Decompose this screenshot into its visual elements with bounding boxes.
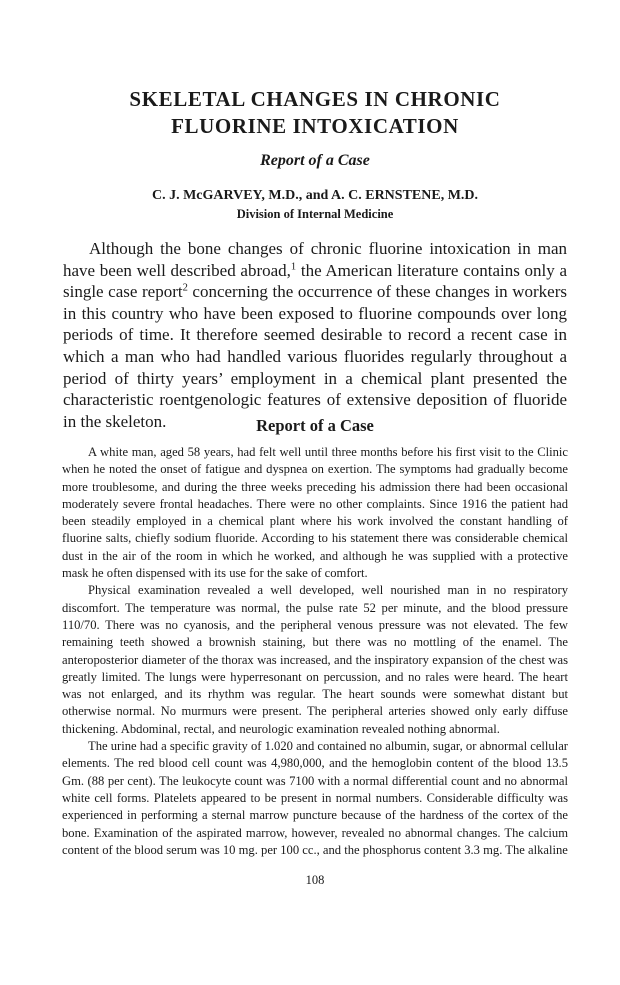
reference-1: 1 [290,260,297,272]
page-number: 108 [305,873,325,887]
reference-2: 2 [182,282,188,294]
author-line: C. J. McGARVEY, M.D., and A. C. ERNSTENE, M.D. [151,188,479,203]
intro-paragraph [63,238,567,432]
body-paragraph-laboratory: The urine had a specific gravity of 1.020 and contained no albumin, sugar, or abnormal cellular elements. The red blood cell count was 4,980,000, and the hemoglobin content of the blood 13.5 Gm. (88 per cent). The leukocyte count was 7100 with a normal differential count and no abnormal white cell forms. Platelets appeared to be present in normal numbers. Considerable difficulty was experienced in performing a sternal marrow puncture because of the hardness of the cortex of the bone. Examination of the aspirated marrow, however, revealed no abnormal changes. The calcium content of the blood serum was 10 mg. per 100 cc., and the phosphorus content 3.3 mg. The alkaline [62,739,568,857]
intro-text-2: the American literature contains only a single case report [63,260,568,302]
body-paragraph-history: A white man, aged 58 years, had felt well until three months before his first visit to the Clinic when he noted the onset of fatigue and dyspnea on exertion. The symptoms had gradually become more troublesome, and during the three weeks preceding his admission there had been occasional moderately severe frontal headaches. There were no other complaints. Since 1916 the patient had been steadily employed in a chemical plant where his work involved the constant handling of fluorine salts, chiefly sodium fluoride. According to his statement there was considerable chemical dust in the air of the room in which he worked, and although he was supplied with a protective mask he often dispensed with its use for the sake of comfort. [62,445,568,581]
intro-text-1: Although the bone changes of chronic fluorine intoxication in man have been well described abroad, [63,239,567,280]
article-subtitle: Report of a Case [260,152,370,169]
affiliation: Division of Internal Medicine [236,207,394,221]
section-body [62,444,568,859]
title-line-2: FLUORINE INTOXICATION [171,114,459,138]
body-paragraph-examination: Physical examination revealed a well developed, well nourished man in no respiratory discomfort. The temperature was normal, the pulse rate 52 per minute, and the blood pressure 110/70. There was no cyanosis, and the peripheral venous pressure was not elevated. The few remaining teeth showed a brownish staining, but there was no mottling of the enamel. The anteroposterior diameter of the thorax was increased, and the inspiratory expansion of the chest was greatly limited. The lungs were hyperresonant on percussion, and no rales were heard. The heart was not enlarged, and its rhythm was regular. The heart sounds were somewhat distant but otherwise normal. No murmurs were present. The peripheral arteries showed only early diffuse thickening. Abdominal, rectal, and neurologic examination revealed nothing abnormal. [62,583,568,736]
section-heading: Report of a Case [256,416,374,435]
intro-text-3: concerning the occurrence of these changes in workers in this country who have been exposed to fluorine compounds over long periods of time. It therefore seemed desirable to record a recent case in which a man who had handled various fluorides regularly throughout a period of thirty years’ employment in a chemical plant presented the characteristic roentgenologic features of extensive deposition of fluoride in the skeleton. [63,282,567,431]
article-title [60,86,570,140]
title-line-1: SKELETAL CHANGES IN CHRONIC [129,87,501,111]
